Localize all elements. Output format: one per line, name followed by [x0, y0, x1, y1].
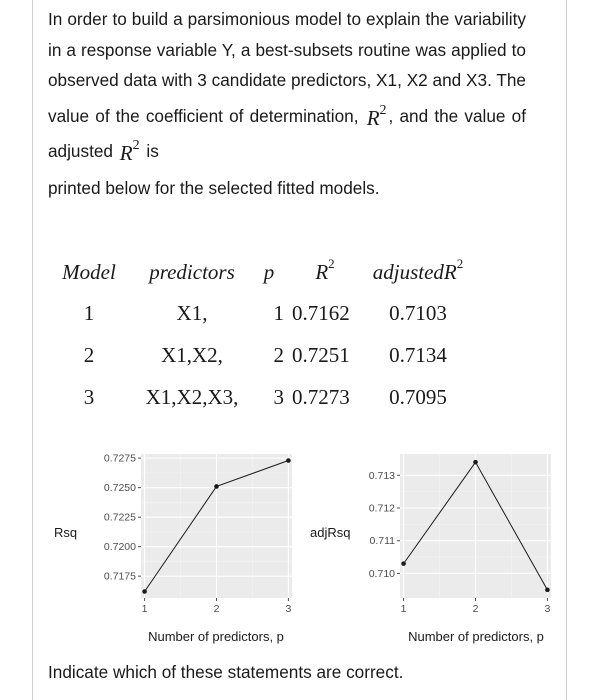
header-p: p [263, 259, 275, 284]
header-adjusted-r2: adjustedR$^2$ [372, 256, 464, 284]
table-header-row [48, 252, 478, 292]
table-row [48, 292, 478, 334]
adjrsq-y-tick-label: 0.710 [368, 567, 395, 580]
intro-text-2: , and the value of adjusted [48, 105, 526, 161]
cell-p: 3 [273, 384, 284, 409]
rsq-x-tick-label: 3 [285, 603, 292, 615]
rsq-x-tick-label: 1 [141, 603, 148, 615]
rsq-data-point [214, 484, 219, 489]
cell-r2: 0.7251 [292, 342, 350, 367]
adjrsq-y-tick-label: 0.713 [368, 469, 395, 482]
adjrsq-x-tick-label: 2 [472, 603, 479, 615]
rsq-x-tick-label: 2 [213, 603, 220, 615]
table-row [48, 334, 478, 376]
cell-p: 2 [273, 342, 284, 367]
cell-predictors: X1,X2, [161, 342, 223, 367]
rsq-data-point [286, 458, 291, 463]
cell-model: 1 [83, 300, 95, 325]
cell-model: 2 [83, 342, 95, 367]
rsq-plot [48, 448, 310, 650]
adjrsq-x-axis-title: Number of predictors, p [408, 629, 544, 644]
rsq-x-axis-title: Number of predictors, p [148, 629, 284, 644]
intro-text-4: printed below for the selected fitted models. [48, 177, 380, 198]
rsq-y-tick-label: 0.7250 [103, 482, 136, 495]
cell-predictors: X1, [176, 300, 208, 325]
adjusted-r-squared-symbol: $R^2$ [119, 138, 140, 165]
rsq-y-tick-label: 0.7175 [103, 570, 136, 583]
table-row [48, 376, 478, 418]
intro-text-3: is [146, 141, 159, 161]
cell-predictors: X1,X2,X3, [145, 384, 239, 409]
r-squared-symbol: $R^2$ [366, 102, 387, 130]
cell-r2: 0.7273 [292, 384, 350, 409]
rsq-plot-svg [48, 448, 310, 650]
cell-r2: 0.7162 [292, 300, 350, 325]
rsq-data-point [142, 589, 147, 594]
adjrsq-data-point [473, 460, 478, 465]
question-prompt: Indicate which of these statements are correct. [48, 662, 404, 682]
question-intro [48, 4, 526, 203]
adjrsq-y-tick-label: 0.712 [368, 502, 395, 515]
cell-adjusted-r2: 0.7095 [389, 384, 447, 409]
model-table [48, 252, 478, 418]
header-predictors: predictors [149, 259, 235, 284]
adjrsq-x-tick-label: 3 [544, 603, 551, 615]
adjrsq-data-point [401, 561, 406, 566]
cell-model: 3 [83, 384, 95, 409]
header-r2: $R^2$ [315, 256, 335, 284]
adjrsq-plot [310, 448, 560, 650]
adjrsq-y-tick-label: 0.711 [369, 535, 395, 548]
adjrsq-y-axis-title: adjRsq [310, 525, 351, 540]
adjrsq-data-point [545, 588, 550, 593]
intro-text-1: In order to build a parsimonious model to explain the variability in a response variable Y, a best-subsets routine was applied to observed data with 3 candidate predictors, X1, X2 and X3. The value of the coefficient of determination, [48, 9, 526, 126]
rsq-y-tick-label: 0.7275 [103, 452, 136, 465]
cell-p: 1 [273, 300, 284, 325]
rsq-y-tick-label: 0.7225 [103, 511, 136, 524]
rsq-y-axis-title: Rsq [54, 525, 78, 540]
rsq-y-tick-label: 0.7200 [103, 541, 136, 554]
adjrsq-plot-svg [310, 448, 560, 650]
cell-adjusted-r2: 0.7103 [389, 300, 447, 325]
header-model: Model [62, 259, 116, 284]
cell-adjusted-r2: 0.7134 [389, 342, 447, 367]
adjrsq-x-tick-label: 1 [400, 603, 407, 615]
